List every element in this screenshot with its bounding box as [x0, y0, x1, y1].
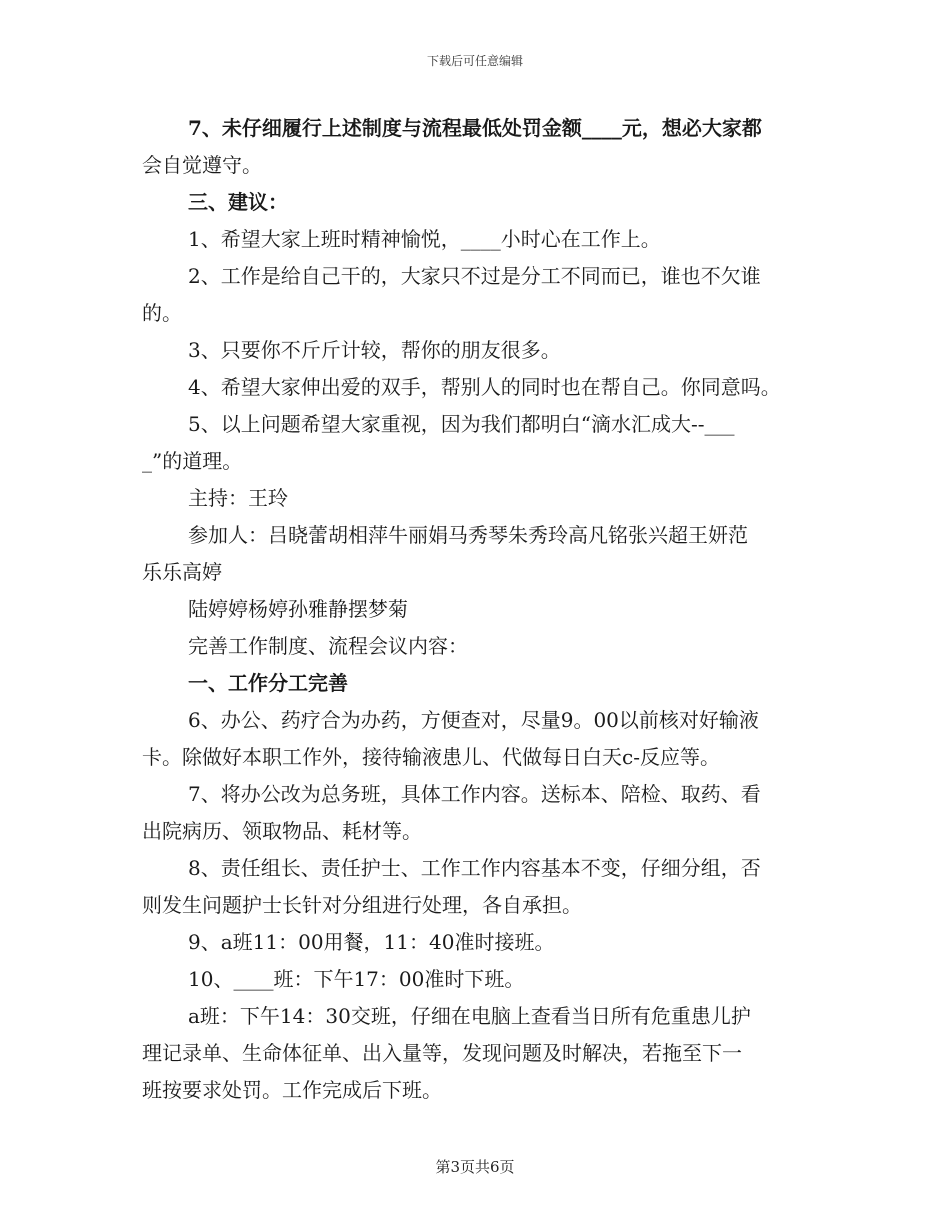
paragraph-line: 7、未仔细履行上述制度与流程最低处罚金额____元，想必大家都 — [188, 116, 762, 140]
paragraph-line: 出院病历、领取物品、耗材等。 — [142, 819, 422, 843]
paragraph-item-6 — [142, 702, 812, 776]
paragraph-line: 8、责任组长、责任护士、工作工作内容基本不变，仔细分组，否 — [188, 856, 761, 880]
paragraph-line: 则发生问题护士长针对分组进行处理，各自承担。 — [142, 893, 582, 917]
paragraph-line: 6、办公、药疗合为办药，方便查对，尽量9。00以前核对好输液 — [188, 708, 759, 732]
paragraph-line: 班按要求处罚。工作完成后下班。 — [142, 1078, 442, 1102]
paragraph-line: 2、工作是给自己干的，大家只不过是分工不同而已，谁也不欠谁 — [188, 264, 761, 288]
paragraph-line: 3、只要你不斤斤计较，帮你的朋友很多。 — [188, 338, 561, 362]
paragraph-line: 7、将办公改为总务班，具体工作内容。送标本、陪检、取药、看 — [188, 782, 761, 806]
paragraph-line: 主持：王玲 — [188, 486, 288, 510]
page-footer: 第3页共6页 — [435, 1158, 515, 1176]
paragraph-line: 陆婷婷杨婷孙雅静摆梦菊 — [188, 597, 408, 621]
paragraph-line: 的。 — [142, 301, 182, 325]
paragraph-suggestion-1 — [142, 221, 812, 258]
page-header: 下载后可任意编辑 — [426, 54, 523, 68]
paragraph-item-9 — [142, 924, 812, 961]
section-heading-division — [142, 665, 812, 702]
paragraph-host — [142, 480, 812, 517]
paragraph-item-10 — [142, 961, 812, 998]
paragraph-line: 乐乐高婷 — [142, 560, 222, 584]
paragraph-line: 10、____班：下午17：00准时下班。 — [188, 967, 525, 991]
paragraph-suggestion-3 — [142, 332, 812, 369]
paragraph-suggestion-2 — [142, 258, 812, 332]
section-heading: 三、建议： — [188, 190, 288, 214]
paragraph-a-shift — [142, 998, 812, 1109]
paragraph-line: 理记录单、生命体征单、出入量等，发现问题及时解决，若拖至下一 — [142, 1041, 742, 1065]
paragraph-line: _”的道理。 — [142, 449, 243, 473]
paragraph-suggestion-4 — [142, 369, 812, 406]
paragraph-line: 卡。除做好本职工作外，接待输液患儿、代做每日白天c-反应等。 — [142, 745, 720, 769]
paragraph-line: 完善工作制度、流程会议内容： — [188, 634, 468, 658]
paragraph-line: 5、以上问题希望大家重视，因为我们都明白“滴水汇成大--___ — [188, 412, 735, 436]
paragraph-item-8 — [142, 850, 812, 924]
paragraph-line: 会自觉遵守。 — [142, 153, 262, 177]
paragraph-line: 9、a班11：00用餐，11：40准时接班。 — [188, 930, 555, 954]
section-heading-suggestions — [142, 184, 812, 221]
paragraph-item-7-penalty — [142, 110, 812, 184]
section-heading: 一、工作分工完善 — [188, 671, 348, 695]
paragraph-line: 1、希望大家上班时精神愉悦，____小时心在工作上。 — [188, 227, 661, 251]
paragraph-meeting-title — [142, 628, 812, 665]
document-body — [142, 110, 812, 1109]
paragraph-line: 4、希望大家伸出爱的双手，帮别人的同时也在帮自己。你同意吗。 — [188, 375, 781, 399]
paragraph-item-7 — [142, 776, 812, 850]
paragraph-suggestion-5 — [142, 406, 812, 480]
paragraph-participants-cont — [142, 591, 812, 628]
paragraph-line: 参加人：吕晓蕾胡相萍牛丽娟马秀琴朱秀玲高凡铭张兴超王妍范 — [188, 523, 748, 547]
paragraph-participants — [142, 517, 812, 591]
paragraph-line: a班：下午14：30交班，仔细在电脑上查看当日所有危重患儿护 — [188, 1004, 751, 1028]
